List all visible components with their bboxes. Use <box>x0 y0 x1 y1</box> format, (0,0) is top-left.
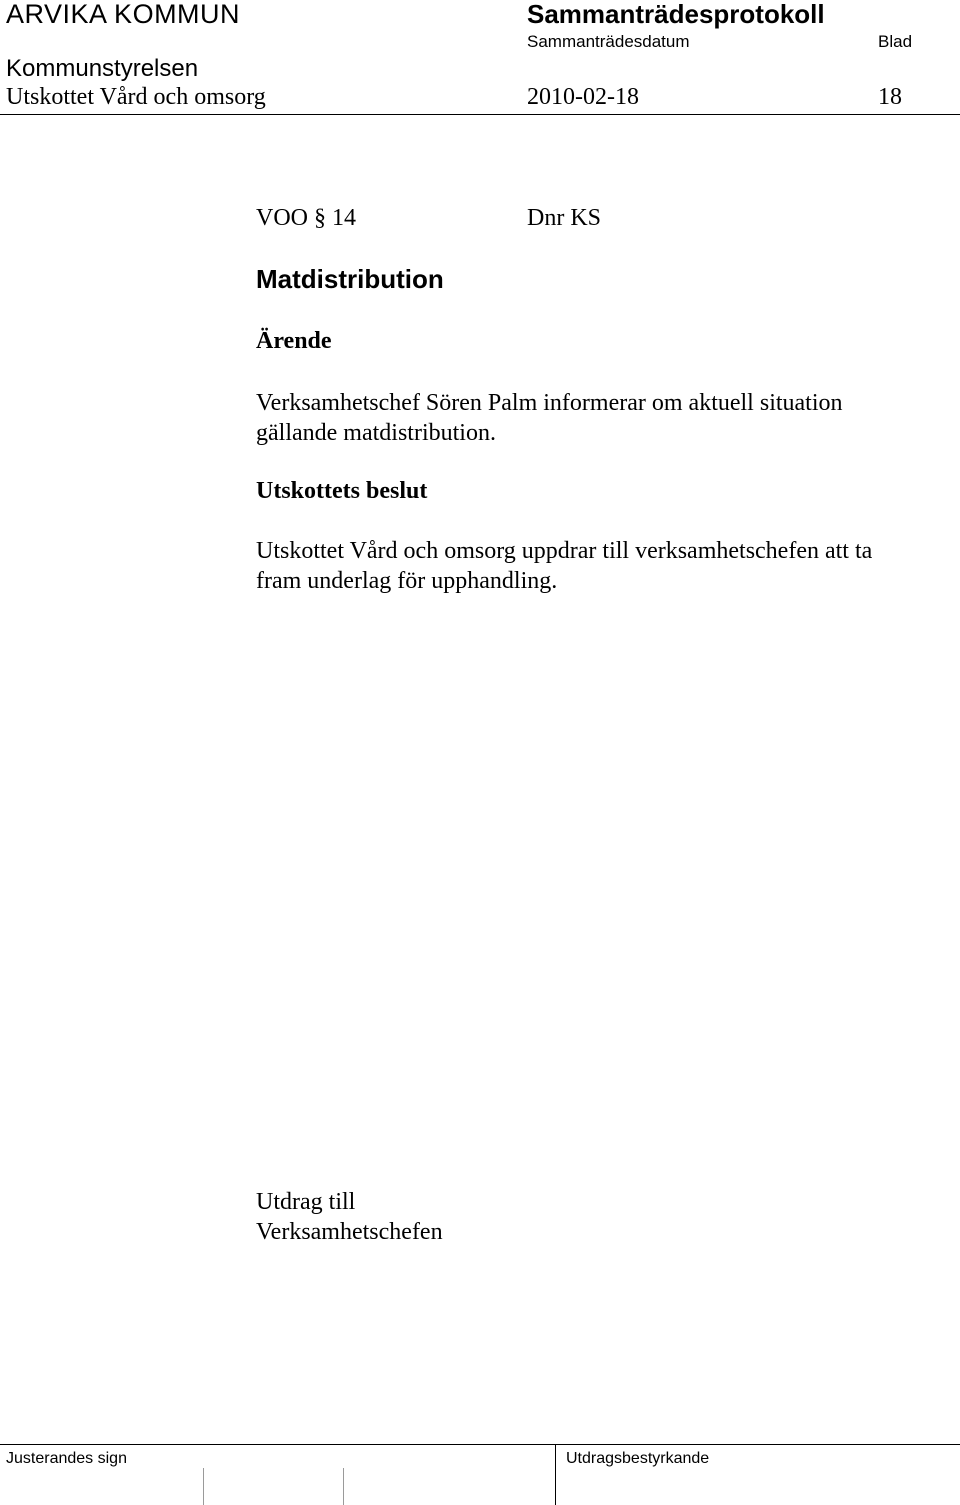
meeting-date-label: Sammanträdesdatum <box>527 32 690 51</box>
beslut-heading: Utskottets beslut <box>256 478 428 504</box>
meeting-date: 2010-02-18 <box>527 84 639 110</box>
signature-field-2 <box>343 1468 344 1505</box>
committee-name: Kommunstyrelsen <box>6 55 199 82</box>
arende-text <box>256 388 843 448</box>
beslut-line: Utskottet Vård och omsorg uppdrar till verksamhetschefen att ta <box>256 538 873 564</box>
extract-line: Utdrag till <box>256 1189 356 1215</box>
organization-name: ARVIKA KOMMUN <box>6 0 241 29</box>
page-number: 18 <box>878 84 902 110</box>
extract-recipients <box>256 1187 443 1247</box>
arende-line: Verksamhetschef Sören Palm informerar om aktuell situation <box>256 390 843 416</box>
extract-line: Verksamhetschefen <box>256 1219 443 1245</box>
page-label: Blad <box>878 32 913 51</box>
utdragsbestyrkande-label: Utdragsbestyrkande <box>566 1450 710 1467</box>
document-type: Sammanträdesprotokoll <box>527 0 825 29</box>
arende-heading: Ärende <box>256 328 332 354</box>
beslut-line: fram underlag för upphandling. <box>256 568 558 594</box>
header-divider <box>0 114 960 115</box>
beslut-text <box>256 536 872 596</box>
diary-number: Dnr KS <box>527 205 602 231</box>
item-title: Matdistribution <box>256 264 444 294</box>
subcommittee-name: Utskottet Vård och omsorg <box>6 84 266 110</box>
signature-field-1 <box>203 1468 204 1505</box>
justerandes-sign-label: Justerandes sign <box>6 1450 127 1467</box>
footer-divider <box>0 1444 960 1445</box>
arende-line: gällande matdistribution. <box>256 420 496 446</box>
footer-column-divider <box>555 1444 556 1505</box>
section-id: VOO § 14 <box>256 205 356 231</box>
